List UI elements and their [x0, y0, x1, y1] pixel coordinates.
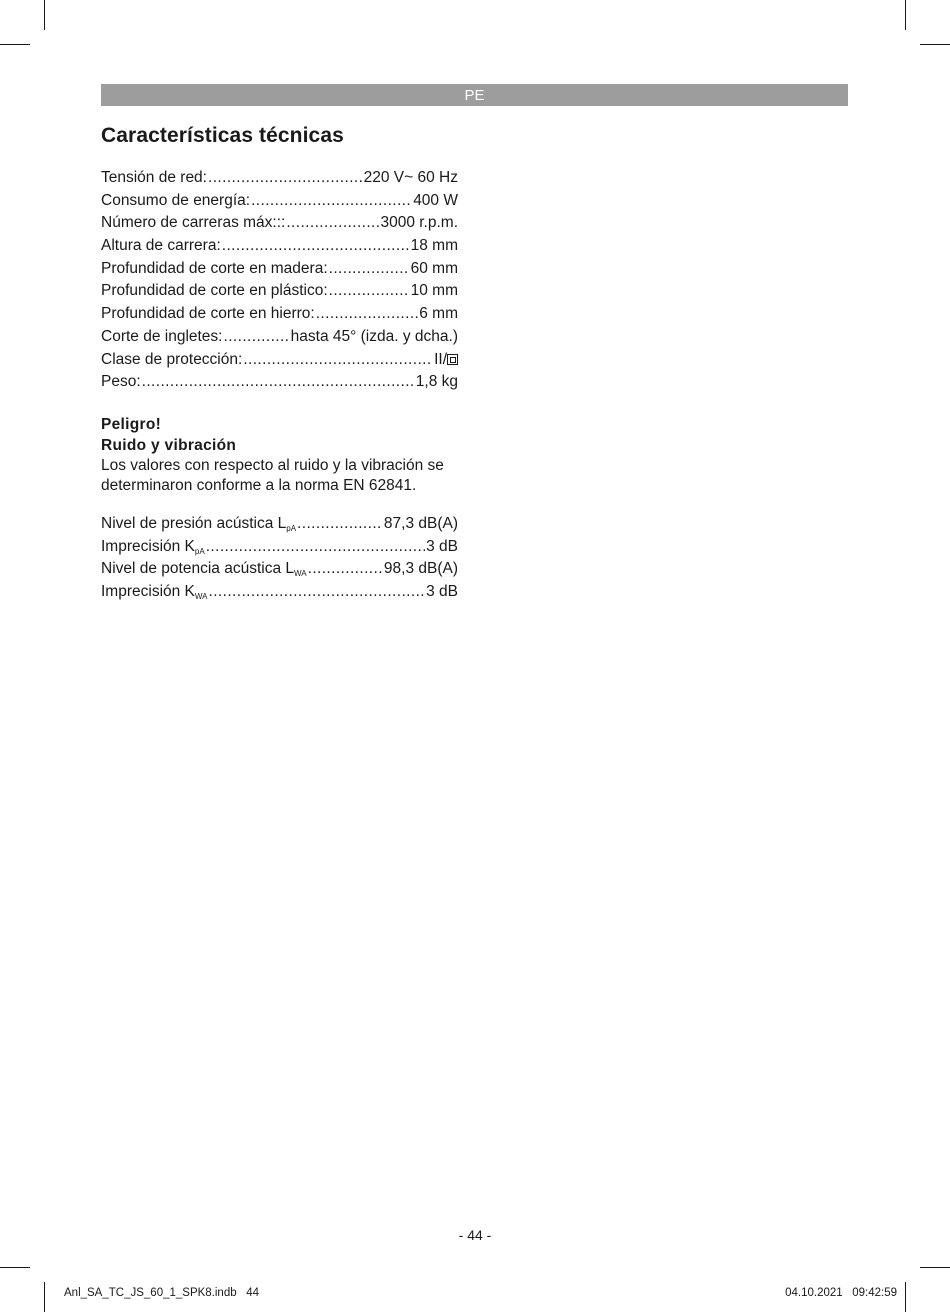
noise-row [101, 536, 458, 559]
dot-leader [308, 558, 383, 581]
language-tag: PE [464, 87, 485, 104]
spec-list [101, 167, 458, 394]
dot-leader [286, 212, 379, 235]
noise-value: 87,3 dB(A) [383, 515, 458, 532]
spec-row [101, 167, 458, 190]
noise-label-text: Imprecisión K [101, 583, 195, 601]
noise-value: 98,3 dB(A) [383, 560, 458, 578]
spec-value: 60 mm [410, 259, 458, 277]
noise-label-text: Nivel de potencia acústica L [101, 560, 295, 578]
spec-value: 220 V~ 60 Hz [363, 169, 458, 186]
noise-label-text: Nivel de presión acústica L [101, 515, 287, 532]
language-bar [101, 84, 848, 106]
protection-class-icon [447, 354, 458, 365]
crop-mark [905, 0, 906, 30]
spec-row [101, 190, 458, 213]
spec-value: 10 mm [410, 282, 458, 300]
spec-value: hasta 45° (izda. y dcha.) [290, 327, 458, 345]
dot-leader [206, 536, 425, 559]
footer-filename: Anl_SA_TC_JS_60_1_SPK8.indb 44 [64, 1287, 259, 1299]
footer-datetime: 04.10.2021 09:42:59 [785, 1287, 897, 1299]
noise-label-text: Imprecisión K [101, 537, 195, 555]
page-title: Características técnicas [101, 124, 344, 147]
noise-label [101, 536, 205, 559]
danger-subheading: Ruido y vibración [101, 437, 237, 454]
spec-row [101, 303, 458, 326]
noise-row [101, 581, 458, 604]
noise-label-subscript: WA [194, 592, 208, 602]
spec-label: Altura de carrera: [101, 237, 221, 255]
crop-mark [44, 1282, 45, 1312]
spec-value: 6 mm [419, 305, 458, 323]
noise-list [101, 513, 458, 604]
dot-leader [329, 258, 410, 281]
crop-mark [0, 1267, 30, 1268]
spec-row [101, 371, 458, 394]
spec-value: 400 W [413, 191, 458, 209]
spec-row [101, 258, 458, 281]
page-number: - 44 - [458, 1227, 492, 1243]
spec-value: 3000 r.p.m. [380, 214, 458, 232]
spec-label: Tensión de red: [101, 169, 207, 186]
noise-label [101, 581, 208, 604]
dot-leader [222, 235, 410, 258]
spec-value: 1,8 kg [415, 373, 458, 391]
dot-leader [297, 513, 383, 536]
spec-label: Consumo de energía: [101, 191, 251, 209]
danger-text-line: determinaron conforme a la norma EN 62841. [101, 476, 417, 494]
dot-leader [316, 303, 419, 326]
spec-label: Clase de protección: [101, 350, 243, 368]
dot-leader [224, 326, 290, 349]
dot-leader [329, 280, 410, 303]
crop-mark [0, 44, 30, 45]
crop-mark [920, 1267, 950, 1268]
spec-label: Peso: [101, 373, 141, 391]
dot-leader [208, 167, 363, 190]
noise-row [101, 513, 458, 536]
spec-label: Profundidad de corte en hierro: [101, 305, 315, 323]
danger-text-line: Los valores con respecto al ruido y la vibración se [101, 457, 444, 474]
dot-leader [209, 581, 426, 604]
noise-label-subscript: WA [294, 569, 307, 579]
noise-value: 3 dB [426, 537, 458, 555]
dot-leader [243, 349, 433, 372]
spec-label: Profundidad de corte en madera: [101, 259, 328, 277]
spec-row [101, 212, 458, 235]
noise-row [101, 558, 458, 581]
noise-value: 3 dB [426, 583, 458, 601]
danger-heading: Peligro! [101, 416, 162, 433]
noise-label-subscript: pA [286, 524, 297, 533]
crop-mark [905, 1282, 906, 1312]
spec-value-wrap [434, 349, 458, 372]
spec-row [101, 280, 458, 303]
spec-row [101, 326, 458, 349]
spec-row [101, 235, 458, 258]
crop-mark [920, 44, 950, 45]
crop-mark [44, 0, 45, 30]
spec-label: Número de carreras máx::: [101, 214, 286, 232]
noise-label [101, 558, 307, 581]
dot-leader [142, 371, 415, 394]
spec-value: 18 mm [410, 237, 458, 255]
spec-label: Profundidad de corte en plástico: [101, 282, 328, 300]
spec-row [101, 349, 458, 372]
dot-leader [251, 190, 412, 213]
noise-label-subscript: pA [194, 546, 205, 556]
spec-value: II/ [434, 350, 447, 368]
noise-label [101, 513, 296, 536]
danger-section [101, 414, 471, 495]
spec-label: Corte de ingletes: [101, 327, 223, 345]
